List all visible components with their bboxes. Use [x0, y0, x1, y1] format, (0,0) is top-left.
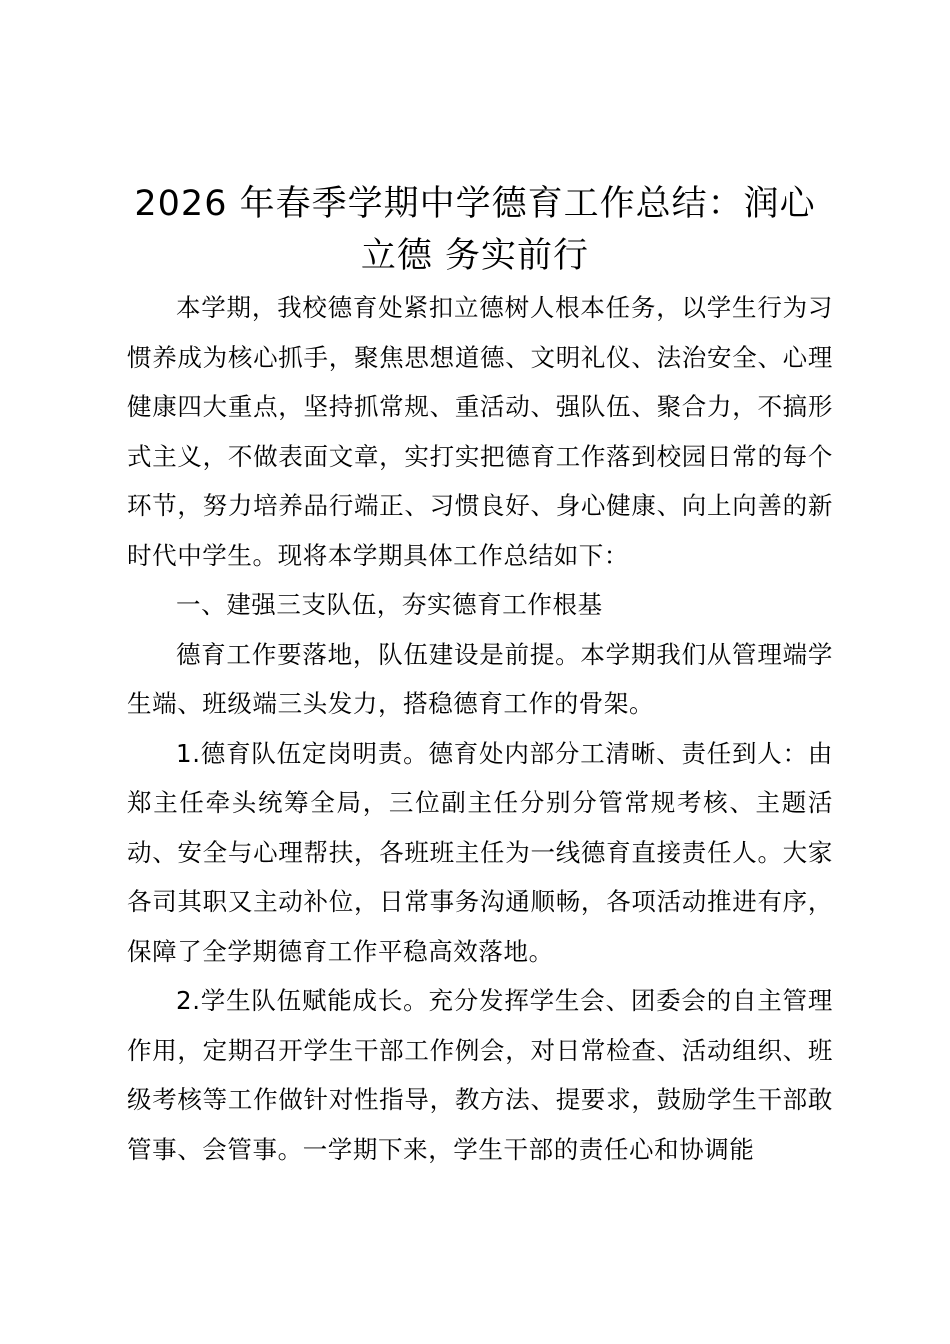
- document-title: 2026 年春季学期中学德育工作总结：润心立德 务实前行: [134, 184, 816, 276]
- document-body: [127, 283, 833, 1174]
- section-1-paragraph: 德育工作要落地，队伍建设是前提。本学期我们从管理端学生端、班级端三头发力，搭稳德育工作的骨架。: [127, 639, 833, 718]
- section-1-item-2: 2.学生队伍赋能成长。充分发挥学生会、团委会的自主管理作用，定期召开学生干部工作例会，对日常检查、活动组织、班级考核等工作做针对性指导，教方法、提要求，鼓励学生干部敢管事、会管事。一学期下来，学生干部的责任心和协调能: [127, 986, 833, 1164]
- section-1-item-1: 1.德育队伍定岗明责。德育处内部分工清晰、责任到人：由郑主任牵头统筹全局，三位副主任分别分管常规考核、主题活动、安全与心理帮扶，各班班主任为一线德育直接责任人。大家各司其职又主动补位，日常事务沟通顺畅，各项活动推进有序，保障了全学期德育工作平稳高效落地。: [127, 738, 833, 966]
- section-heading-1: 一、建强三支队伍，夯实德育工作根基: [176, 590, 603, 619]
- intro-paragraph: 本学期，我校德育处紧扣立德树人根本任务，以学生行为习惯养成为核心抓手，聚焦思想道德、文明礼仪、法治安全、心理健康四大重点，坚持抓常规、重活动、强队伍、聚合力，不搞形式主义，不做表面文章，实打实把德育工作落到校园日常的每个环节，努力培养品行端正、习惯良好、身心健康、向上向善的新时代中学生。现将本学期具体工作总结如下：: [127, 293, 833, 570]
